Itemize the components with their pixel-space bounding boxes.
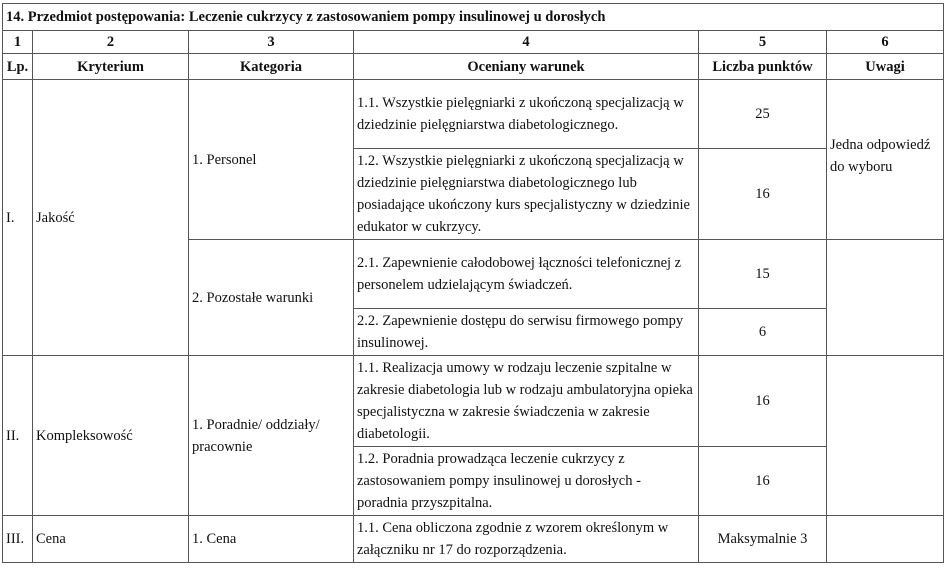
table-row (3, 356, 944, 447)
kategoria-cell: 2. Pozostałe warunki (189, 240, 354, 356)
punkty-cell: 16 (699, 447, 827, 516)
column-number: 1 (3, 31, 33, 54)
column-header-lp: Lp. (3, 54, 33, 80)
warunek-cell: 1.2. Wszystkie pielęgniarki z ukończoną specjalizacją w dziedzinie pielęgniarstwa diabetologicznego lub posiadające ukończony kurs specjalistyczny w dziedzinie edukator w cukrzycy. (354, 149, 699, 240)
column-number-row (3, 31, 944, 54)
warunek-cell: 1.1. Wszystkie pielęgniarki z ukończoną specjalizacją w dziedzinie pielęgniarstwa diabetologicznego. (354, 80, 699, 149)
warunek-cell: 1.2. Poradnia prowadząca leczenie cukrzycy z zastosowaniem pompy insulinowej u dorosłych - poradnia przyszpitalna. (354, 447, 699, 516)
warunek-cell: 1.1. Cena obliczona zgodnie z wzorem określonym w załączniku nr 17 do rozporządzenia. (354, 516, 699, 563)
column-header-uwagi: Uwagi (827, 54, 944, 80)
warunek-cell: 1.1. Realizacja umowy w rodzaju leczenie szpitalne w zakresie diabetologia lub w rodzaju ambulatoryjna opieka specjalistyczna w zakresie świadczenia w zakresie diabetologii. (354, 356, 699, 447)
column-number: 5 (699, 31, 827, 54)
column-header-kryterium: Kryterium (33, 54, 189, 80)
lp-cell: I. (3, 80, 33, 356)
kryterium-cell: Kompleksowość (33, 356, 189, 516)
column-header-punkty: Liczba punktów (699, 54, 827, 80)
kategoria-cell: 1. Poradnie/ oddziały/ pracownie (189, 356, 354, 516)
column-number: 6 (827, 31, 944, 54)
column-number: 4 (354, 31, 699, 54)
column-header-kategoria: Kategoria (189, 54, 354, 80)
kategoria-cell: 1. Cena (189, 516, 354, 563)
lp-cell: II. (3, 356, 33, 516)
table-title: 14. Przedmiot postępowania: Leczenie cukrzycy z zastosowaniem pompy insulinowej u dorosłych (3, 4, 944, 31)
column-number: 3 (189, 31, 354, 54)
uwagi-cell (827, 240, 944, 356)
kryterium-cell: Jakość (33, 80, 189, 356)
warunek-cell: 2.1. Zapewnienie całodobowej łączności telefonicznej z personelem udzielającym świadczeń. (354, 240, 699, 309)
uwagi-cell (827, 356, 944, 516)
table-row (3, 80, 944, 149)
punkty-cell: 16 (699, 356, 827, 447)
punkty-cell: Maksymalnie 3 (699, 516, 827, 563)
uwagi-cell (827, 516, 944, 563)
uwagi-cell: Jedna odpowiedź do wyboru (827, 80, 944, 240)
kategoria-cell: 1. Personel (189, 80, 354, 240)
punkty-cell: 15 (699, 240, 827, 309)
column-header-warunek: Oceniany warunek (354, 54, 699, 80)
lp-cell: III. (3, 516, 33, 563)
warunek-cell: 2.2. Zapewnienie dostępu do serwisu firmowego pompy insulinowej. (354, 309, 699, 356)
column-header-row (3, 54, 944, 80)
punkty-cell: 6 (699, 309, 827, 356)
column-number: 2 (33, 31, 189, 54)
criteria-table (2, 3, 944, 563)
punkty-cell: 16 (699, 149, 827, 240)
punkty-cell: 25 (699, 80, 827, 149)
table-row (3, 516, 944, 563)
kryterium-cell: Cena (33, 516, 189, 563)
